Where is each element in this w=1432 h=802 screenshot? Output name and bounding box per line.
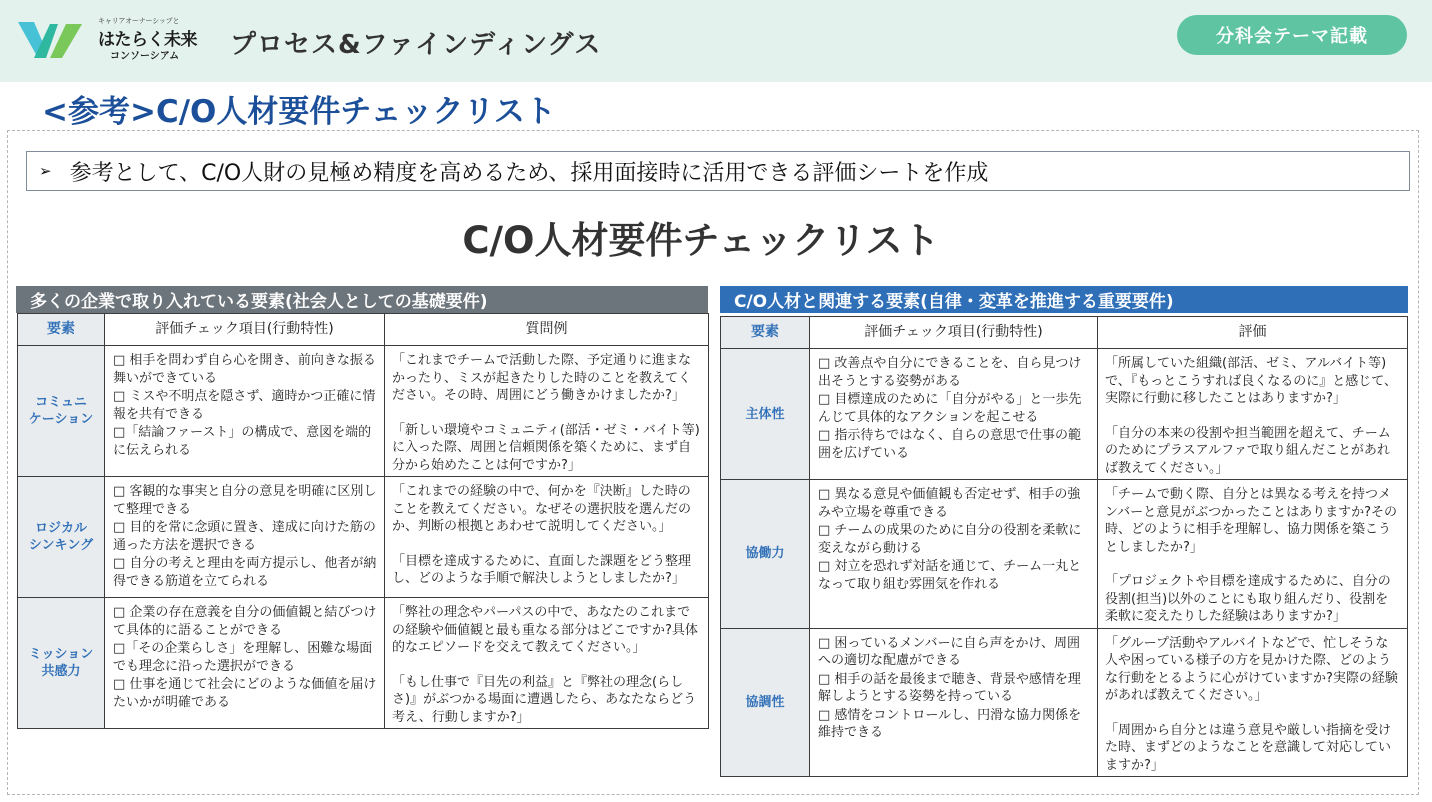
logo-name: はたらく未来 — [98, 30, 197, 50]
column-header-questions: 質問例 — [385, 314, 709, 346]
basic-requirements-table — [17, 313, 709, 729]
check-items-cell — [105, 598, 385, 729]
check-items-cell — [810, 349, 1098, 480]
question-example: 「新しい環境やコミュニティ(部活・ゼミ・バイト等)に入った際、周囲と信頼関係を築くために、まず自分から始めたことは何ですか?」 — [392, 422, 700, 473]
check-item: □ 客観的な事実と自分の意見を明確に区別して整理できる — [113, 484, 377, 517]
evaluation-question: 「所属していた組織(部活、ゼミ、アルバイト等)で、『もっとこうすれば良くなるのに』と感じて、実際に行動に移したことはありますか?」 — [1105, 356, 1397, 406]
column-header-element: 要素 — [721, 317, 810, 349]
check-item: □ 相手の話を最後まで聴き、背景や感情を理解しようとする姿勢を持っている — [818, 671, 1081, 704]
questions-cell — [385, 598, 709, 729]
check-item: □ ミスや不明点を隠さず、適時かつ正確に情報を共有できる — [113, 389, 376, 422]
check-item: □ 目的を常に念頭に置き、達成に向けた筋の通った方法を選択できる — [113, 520, 376, 553]
check-item: □ 仕事を通じて社会にどのような価値を届けたいかが明確である — [113, 677, 377, 710]
category-collaboration: 協働力 — [721, 480, 810, 629]
column-header-check-items: 評価チェック項目(行動特性) — [105, 314, 385, 346]
question-example: 「もし仕事で『目先の利益』と『弊社の理念(らしさ)』がぶつかる場面に遭遇したら、あなたならどう考え、行動しますか?」 — [392, 674, 697, 725]
table-header-row — [721, 317, 1408, 349]
question-example: 「これまでの経験の中で、何かを『決断』した時のことを教えてください。なぜその選択肢を選んだのか、判断の根拠とあわせて説明してください。」 — [392, 484, 692, 534]
evaluation-question: 「プロジェクトや目標を達成するために、自分の役割(担当)以外のことにも取り組んだり、役割を柔軟に変えたりした経験はありますか?」 — [1105, 574, 1391, 624]
check-item: □ 感情をコントロールし、円滑な協力関係を維持できる — [818, 707, 1082, 740]
table-header-row — [18, 314, 709, 346]
check-items-cell — [105, 477, 385, 598]
co-requirements-heading: C/O人材と関連する要素(自律・変革を推進する重要要件) — [720, 286, 1408, 313]
question-example: 「目標を達成するために、直面した課題をどう整理し、どのような手順で解決しようとしましたか?」 — [392, 553, 692, 586]
column-header-evaluation: 評価 — [1098, 317, 1408, 349]
check-item: □ 自分の考えと理由を両方提示し、他者が納得できる筋道を立てられる — [113, 556, 377, 589]
evaluation-cell — [1098, 349, 1408, 480]
header-title: プロセス&ファインディングス — [230, 30, 602, 60]
logo-mark-icon — [16, 20, 84, 60]
evaluation-question: 「自分の本来の役割や担当範囲を超えて、チームのためにプラスアルファで取り組んだことがあれば教えてください。」 — [1105, 425, 1391, 476]
questions-cell — [385, 346, 709, 477]
table-row — [721, 628, 1408, 777]
theme-badge: 分科会テーマ記載 — [1177, 15, 1407, 55]
check-items-cell — [105, 346, 385, 477]
check-item: □「その企業らしさ」を理解し、困難な場面でも理念に沿った選択ができる — [113, 641, 373, 674]
intro-box — [26, 151, 1410, 191]
check-items-cell — [810, 480, 1098, 629]
check-item: □ 対立を恐れず対話を通じて、チーム一丸となって取り組む雰囲気を作れる — [818, 559, 1082, 592]
evaluation-cell — [1098, 628, 1408, 777]
check-item: □ チームの成果のために自分の役割を柔軟に変えながら動ける — [818, 523, 1082, 556]
column-header-element: 要素 — [18, 314, 105, 346]
table-row — [721, 480, 1408, 629]
evaluation-cell — [1098, 480, 1408, 629]
category-initiative: 主体性 — [721, 349, 810, 480]
question-example: 「これまでチームで活動した際、予定通りに進まなかったり、ミスが起きたりした時のことを教えてください。その時、周囲にどう働きかけましたか?」 — [392, 353, 692, 403]
check-item: □ 改善点や自分にできることを、自ら見つけ出そうとする姿勢がある — [818, 356, 1082, 389]
co-requirements-table — [720, 316, 1408, 777]
category-logical-thinking: ロジカル シンキング — [18, 477, 105, 598]
logo-tagline: キャリアオーナーシップと — [98, 17, 180, 25]
checklist-title: C/O人材要件チェックリスト — [462, 219, 940, 262]
table-row — [18, 477, 709, 598]
check-item: □ 指示待ちではなく、自らの意思で仕事の範囲を広げている — [818, 428, 1082, 461]
consortium-logo[interactable] — [16, 16, 196, 66]
check-items-cell — [810, 628, 1098, 777]
question-example: 「弊社の理念やパーパスの中で、あなたのこれまでの経験や価値観と最も重なる部分はどこですか?具体的なエピソードを交えて教えてください。」 — [392, 605, 698, 655]
logo-subname: コンソーシアム — [110, 51, 180, 62]
basic-requirements-heading: 多くの企業で取り入れている要素(社会人としての基礎要件) — [16, 286, 708, 313]
page-title: <参考>C/O人材要件チェックリスト — [42, 94, 556, 130]
check-item: □「結論ファースト」の構成で、意図を端的に伝えられる — [113, 425, 372, 458]
check-item: □ 異なる意見や価値観も否定せず、相手の強みや立場を尊重できる — [818, 487, 1081, 520]
evaluation-question: 「チームで動く際、自分とは異なる考えを持つメンバーと意見がぶつかったことはありますか?その時、どのように相手を理解し、協力関係を築こうとしましたか?」 — [1105, 487, 1397, 555]
check-item: □ 企業の存在意義を自分の価値観と結びつけて具体的に語ることができる — [113, 605, 377, 638]
arrow-bullet-icon: ➢ — [39, 162, 52, 180]
check-item: □ 目標達成のために「自分がやる」と一歩先んじて具体的なアクションを起こせる — [818, 392, 1082, 425]
check-item: □ 相手を問わず自ら心を開き、前向きな振る舞いができている — [113, 353, 376, 386]
check-item: □ 困っているメンバーに自ら声をかけ、周囲への適切な配慮ができる — [818, 635, 1080, 668]
evaluation-question: 「周囲から自分とは違う意見や厳しい指摘を受けた時、まずどのようなことを意識して対応していますか?」 — [1105, 722, 1392, 773]
evaluation-question: 「グループ活動やアルバイトなどで、忙しそうな人や困っている様子の方を見かけた際、どのような行動をとるように心がけていますか?実際の経験があれば教えてください。」 — [1105, 635, 1398, 703]
table-row — [18, 598, 709, 729]
category-mission-empathy: ミッション 共感力 — [18, 598, 105, 729]
header-bar — [0, 0, 1432, 82]
category-communication: コミュニ ケーション — [18, 346, 105, 477]
table-row — [721, 349, 1408, 480]
questions-cell — [385, 477, 709, 598]
table-row — [18, 346, 709, 477]
intro-text: 参考として、C/O人財の見極め精度を高めるため、採用面接時に活用できる評価シートを作成 — [69, 160, 989, 186]
category-cooperativeness: 協調性 — [721, 628, 810, 777]
column-header-check-items: 評価チェック項目(行動特性) — [810, 317, 1098, 349]
